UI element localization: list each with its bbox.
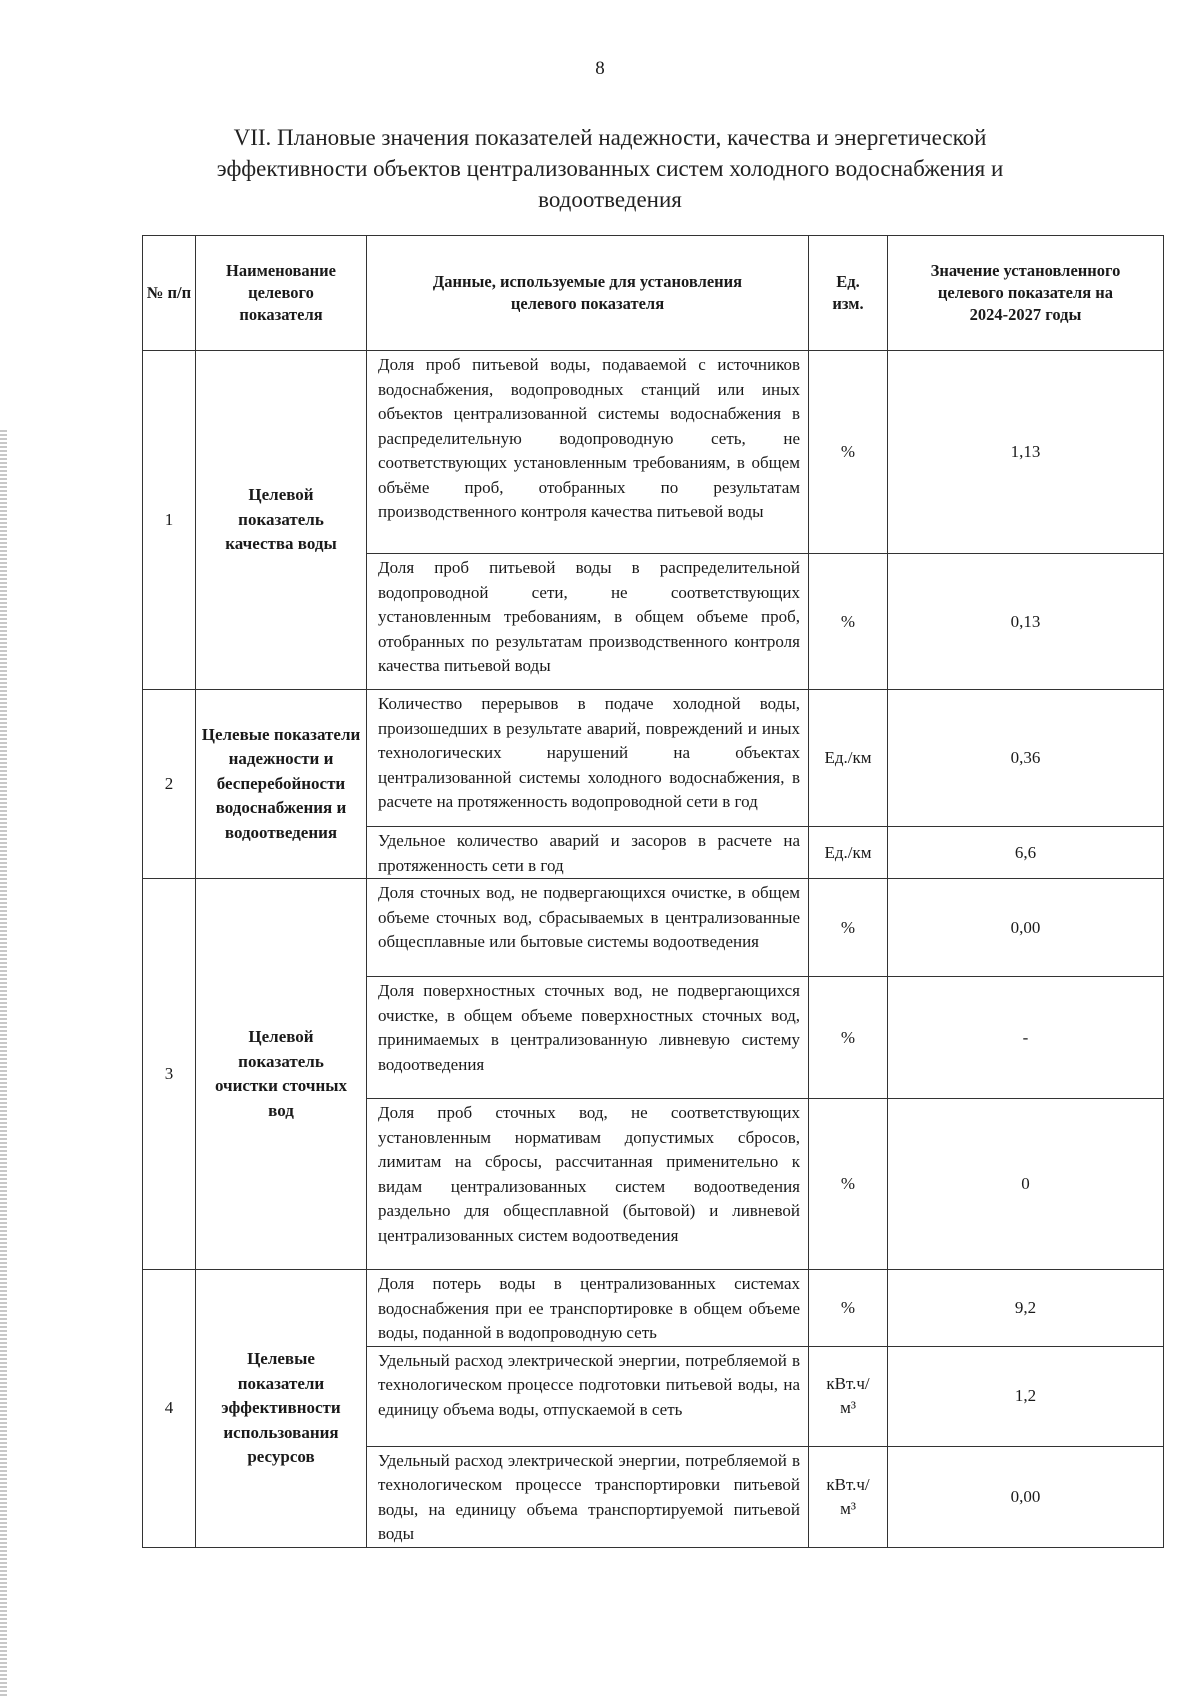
group-number: 2 [143, 690, 196, 879]
group-number: 1 [143, 351, 196, 690]
table-row [143, 879, 1164, 977]
row-value: - [888, 977, 1164, 1099]
table-row [143, 1270, 1164, 1347]
header-data: Данные, используемые для установления целевого показателя [367, 236, 809, 351]
group-name: Целевой показатель очистки сточных вод [196, 879, 367, 1270]
row-unit: % [809, 977, 888, 1099]
row-data: Доля проб питьевой воды в распределительной водопроводной сети, не соответствующих установленным требованиям, в общем объеме проб, отобранных по результатам производственного контроля качества питьевой воды [367, 554, 809, 690]
section-title [180, 122, 1040, 215]
header-num: № п/п [143, 236, 196, 351]
row-value: 9,2 [888, 1270, 1164, 1347]
row-unit: Ед./км [809, 690, 888, 827]
row-unit: % [809, 351, 888, 554]
row-unit: Ед./км [809, 827, 888, 879]
group-name: Целевые показатели надежности и бесперебойности водоснабжения и водоотведения [196, 690, 367, 879]
header-row [143, 236, 1164, 351]
row-value: 0,00 [888, 1446, 1164, 1547]
row-unit: % [809, 1270, 888, 1347]
row-value: 1,2 [888, 1346, 1164, 1446]
group-name: Целевой показатель качества воды [196, 351, 367, 690]
table-row [143, 690, 1164, 827]
title-line: эффективности объектов централизованных систем холодного водоснабжения и [216, 156, 1004, 181]
row-unit: % [809, 879, 888, 977]
row-value: 0,13 [888, 554, 1164, 690]
row-unit: % [809, 554, 888, 690]
scan-edge-artifact [0, 430, 7, 1696]
group-number: 4 [143, 1270, 196, 1548]
row-value: 1,13 [888, 351, 1164, 554]
title-line: VII. Плановые значения показателей надежности, качества и энергетической [233, 125, 987, 150]
group-name: Целевые показатели эффективности использования ресурсов [196, 1270, 367, 1548]
row-unit: % [809, 1099, 888, 1270]
row-data: Доля поверхностных сточных вод, не подвергающихся очистке, в общем объеме поверхностных сточных вод, принимаемых в централизованную ливневую систему водоотведения [367, 977, 809, 1099]
row-unit: кВт.ч/м³ [809, 1346, 888, 1446]
row-data: Доля проб сточных вод, не соответствующих установленным нормативам допустимых сбросов, лимитам на сбросы, рассчитанная применительно к видам централизованных систем водоотведения раздельно для общесплавной (бытовой) и ливневой централизованных систем водоотведения [367, 1099, 809, 1270]
page-number: 8 [595, 58, 605, 79]
row-data: Удельное количество аварий и засоров в расчете на протяженность сети в год [367, 827, 809, 879]
row-unit: кВт.ч/м³ [809, 1446, 888, 1547]
row-value: 0 [888, 1099, 1164, 1270]
row-data: Количество перерывов в подаче холодной воды, произошедших в результате аварий, повреждений и иных технологических нарушений на объектах централизованной системы холодного водоснабжения, в расчете на протяженность водопроводной сети в год [367, 690, 809, 827]
row-data: Доля проб питьевой воды, подаваемой с источников водоснабжения, водопроводных станций или иных объектов централизованной системы водоснабжения в распределительную водопроводную сеть, не соответствующих установленным требованиям, в общем объёме проб, отобранных по результатам производственного контроля качества питьевой воды [367, 351, 809, 554]
header-unit: Ед. изм. [809, 236, 888, 351]
header-name: Наименование целевого показателя [196, 236, 367, 351]
table-row [143, 351, 1164, 554]
row-data: Доля сточных вод, не подвергающихся очистке, в общем объеме сточных вод, сбрасываемых в централизованные общесплавные или бытовые системы водоотведения [367, 879, 809, 977]
row-value: 0,36 [888, 690, 1164, 827]
group-number: 3 [143, 879, 196, 1270]
header-value: Значение установленного целевого показателя на 2024-2027 годы [888, 236, 1164, 351]
row-value: 6,6 [888, 827, 1164, 879]
row-value: 0,00 [888, 879, 1164, 977]
row-data: Удельный расход электрической энергии, потребляемой в технологическом процессе транспортировки питьевой воды, на единицу объема транспортируемой питьевой воды [367, 1446, 809, 1547]
row-data: Удельный расход электрической энергии, потребляемой в технологическом процессе подготовки питьевой воды, на единицу объема воды, отпускаемой в сеть [367, 1346, 809, 1446]
title-line: водоотведения [538, 187, 682, 212]
indicators-table [142, 235, 1164, 1548]
row-data: Доля потерь воды в централизованных системах водоснабжения при ее транспортировке в общем объеме воды, поданной в водопроводную сеть [367, 1270, 809, 1347]
